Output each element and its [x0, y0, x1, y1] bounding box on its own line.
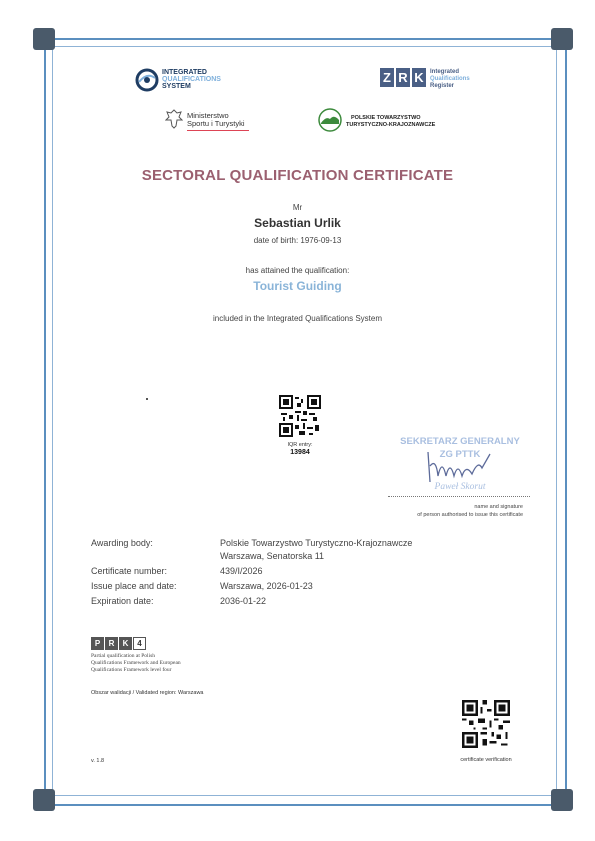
corner-ornament-bottom-left — [33, 789, 55, 811]
qualification-name: Tourist Guiding — [253, 279, 342, 293]
zrk-letter: R — [396, 68, 410, 87]
pttk-line2: TURYSTYCZNO-KRAJOZNAWCZE — [346, 122, 436, 128]
salutation: Mr — [292, 203, 303, 212]
signature-stamp — [390, 436, 530, 496]
stamp-line1: SEKRETARZ GENERALNY — [400, 436, 520, 447]
version-label: v. 1.8 — [91, 758, 105, 764]
holder-name: Sebastian Urlik — [254, 216, 341, 230]
iqr-qr-code[interactable] — [279, 395, 321, 437]
zrk-letter: Z — [380, 68, 394, 87]
iqs-emblem-icon — [135, 68, 159, 92]
handwritten-signature — [420, 446, 500, 486]
detail-label: Expiration date: — [91, 596, 154, 606]
pttk-line1: POLSKIE TOWARZYSTWO — [351, 115, 421, 121]
pttk-logo — [318, 108, 458, 134]
certificate-title: SECTORAL QUALIFICATION CERTIFICATE — [141, 167, 454, 184]
iqs-line2: QUALIFICATIONS — [162, 76, 221, 83]
iqs-line1: INTEGRATED — [162, 69, 207, 76]
stamp-line2: ZG PTTK — [439, 449, 481, 460]
iqr-label: IQR entry: — [287, 442, 313, 448]
prk-letter: R — [105, 637, 118, 650]
stamp-name: Paweł Skorut — [434, 482, 486, 492]
attained-text: has attained the qualification: — [245, 266, 350, 275]
signature-caption2: of person authorised to issue this certificate — [417, 512, 523, 518]
zrk-line3: Register — [430, 83, 455, 89]
ministry-line2: Sportu i Turystyki — [187, 119, 245, 128]
signature-caption1: name and signature — [474, 504, 523, 510]
verification-label: certificate verification — [460, 757, 512, 763]
validation-region: Obszar walidacji / Validated region: Warszawa — [91, 690, 204, 696]
detail-label: Certificate number: — [91, 566, 168, 576]
prk-line1: Partial qualification at Polish — [91, 653, 156, 659]
zrk-line2: Qualifications — [430, 76, 470, 82]
detail-value: Polskie Towarzystwo Turystyczno-Krajoznawcze — [220, 538, 413, 548]
zrk-line1: Integrated — [430, 69, 460, 75]
detail-label: Awarding body: — [91, 538, 153, 548]
ministry-underline — [187, 130, 249, 131]
prk-line3: Qualifications Framework level four — [91, 667, 172, 673]
prk-letter: K — [119, 637, 132, 650]
corner-ornament-top-left — [33, 28, 55, 50]
detail-value: Warszawa, Senatorska 11 — [220, 551, 325, 561]
detail-value: 2036-01-22 — [220, 596, 267, 606]
detail-label: Issue place and date: — [91, 581, 177, 591]
detail-value: 439/I/2026 — [220, 566, 263, 576]
zrk-letter-boxes — [380, 68, 426, 87]
prk-badge — [91, 637, 146, 650]
ministry-line1: Ministerstwo — [187, 111, 229, 120]
eagle-emblem-icon — [165, 108, 183, 130]
included-text: included in the Integrated Qualifications System — [213, 314, 382, 323]
corner-ornament-bottom-right — [551, 789, 573, 811]
zrk-logo — [380, 68, 490, 90]
iqr-number: 13984 — [290, 449, 310, 456]
verification-qr-code[interactable] — [462, 700, 510, 748]
iqs-logo — [135, 67, 230, 93]
signature-line — [388, 496, 530, 498]
zrk-letter: K — [412, 68, 426, 87]
prk-letter: P — [91, 637, 104, 650]
pttk-emblem-icon — [318, 108, 342, 132]
detail-value: Warszawa, 2026-01-23 — [220, 581, 313, 591]
corner-ornament-top-right — [551, 28, 573, 50]
stray-dot — [146, 398, 148, 400]
prk-level: 4 — [133, 637, 146, 650]
iqs-line3: SYSTEM — [162, 83, 191, 90]
date-of-birth: date of birth: 1976-09-13 — [253, 236, 342, 245]
ministry-logo — [165, 107, 255, 133]
prk-line2: Qualifications Framework and European — [91, 660, 181, 666]
